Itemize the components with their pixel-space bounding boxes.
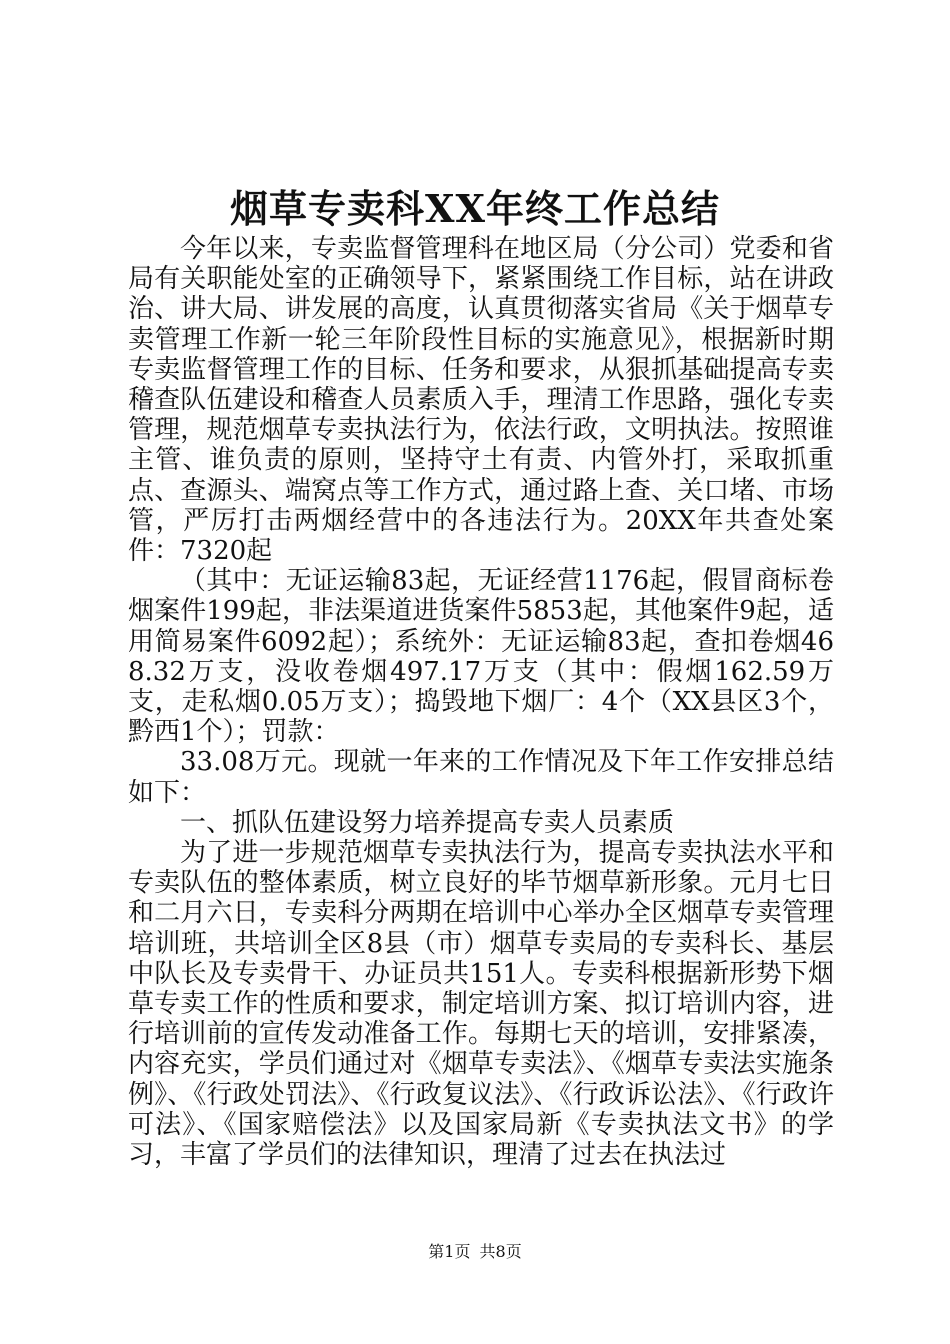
page-footer <box>0 1241 950 1263</box>
paragraph-case-details: （其中：无证运输83起，无证经营1176起，假冒商标卷烟案件199起，非法渠道进货案件5853起，其他案件9起，适用简易案件6092起）；系统外：无证运输83起，查扣卷烟468.32万支，没收卷烟497.17万支（其中：假烟162.59万支，走私烟0.05万支）；捣毁地下烟厂：4个（XX县区3个，黔西1个）；罚款： <box>128 566 834 748</box>
page-total: 共8页 <box>479 1242 522 1261</box>
page-number: 第1页 <box>428 1242 471 1261</box>
paragraph-intro: 今年以来，专卖监督管理科在地区局（分公司）党委和省局有关职能处室的正确领导下，紧紧围绕工作目标，站在讲政治、讲大局、讲发展的高度，认真贯彻落实省局《关于烟草专卖管理工作新一轮三年阶段性目标的实施意见》，根据新时期专卖监督管理工作的目标、任务和要求，从狠抓基础提高专卖稽查队伍建设和稽查人员素质入手，理清工作思路，强化专卖管理，规范烟草专卖执法行为，依法行政，文明执法。按照谁主管、谁负责的原则，坚持守土有责、内管外打，采取抓重点、查源头、端窝点等工作方式，通过路上查、关口堵、市场管，严厉打击两烟经营中的各违法行为。20XX年共查处案件：7320起 <box>128 234 834 567</box>
document-title: 烟草专卖科XX年终工作总结 <box>230 186 720 231</box>
paragraph-fine-summary: 33.08万元。现就一年来的工作情况及下年工作安排总结如下： <box>128 747 834 808</box>
paragraph-training: 为了进一步规范烟草专卖执法行为，提高专卖执法水平和专卖队伍的整体素质，树立良好的毕节烟草新形象。元月七日和二月六日，专卖科分两期在培训中心举办全区烟草专卖管理培训班，共培训全区8县（市）烟草专卖局的专卖科长、基层中队长及专卖骨干、办证员共151人。专卖科根据新形势下烟草专卖工作的性质和要求，制定培训方案、拟订培训内容，进行培训前的宣传发动准备工作。每期七天的培训，安排紧凑，内容充实，学员们通过对《烟草专卖法》、《烟草专卖法实施条例》、《行政处罚法》、《行政复议法》、《行政诉讼法》、《行政许可法》、《国家赔偿法》以及国家局新《专卖执法文书》的学习，丰富了学员们的法律知识，理清了过去在执法过 <box>128 838 834 1171</box>
document-body <box>128 234 834 1170</box>
section-heading-team-building: 一、抓队伍建设努力培养提高专卖人员素质 <box>180 807 675 838</box>
